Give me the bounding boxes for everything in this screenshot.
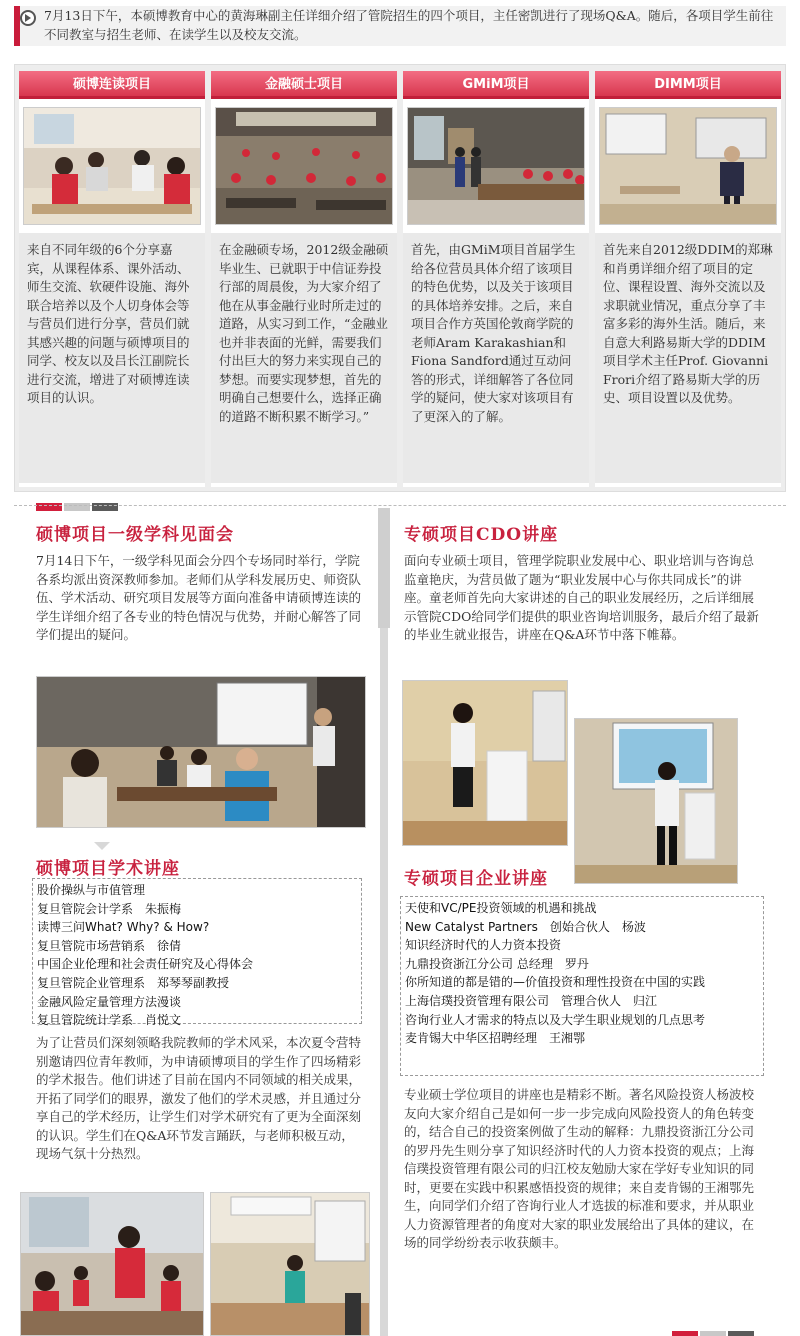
dashed-divider bbox=[14, 505, 786, 506]
talk-item: 你所知道的都是错的—价值投资和理性投资在中国的实践 bbox=[405, 975, 706, 990]
talk-item: 咨询行业人才需求的特点以及大学生职业规划的几点思考 bbox=[405, 1012, 706, 1027]
cdo-photo-right bbox=[574, 718, 738, 884]
talk-item: 九鼎投资浙江分公司 总经理 罗丹 bbox=[405, 956, 589, 971]
page-footer-tabs bbox=[672, 1326, 756, 1336]
intro-banner bbox=[0, 0, 800, 50]
play-circle-icon bbox=[20, 10, 36, 26]
section-divider-tabs bbox=[36, 496, 120, 504]
lecture-item: 复旦管院会计学系 朱振梅 bbox=[37, 901, 182, 916]
academic-lectures-text: 为了让营员们深刻领略我院教师的学术风采，本次夏令营特别邀请四位青年教师，为申请硕博项目的学生作了四场精彩的学术报告。他们讲述了目前在国内不同领域的相关成果，开拓了同学们的眼界，激发了他们的学术灵感，并且通过分享自己的学术经历，让学生们对学术研究有了更为全面深刻的认识。学生们在Q&A环节发言踊跃，与老师积极互动，现场气氛十分热烈。 bbox=[36, 1035, 362, 1161]
lecture-item: 复旦管院统计学系 肖悦文 bbox=[37, 1013, 182, 1028]
subject-meeting-text: 7月14日下午，一级学科见面会分四个专场同时举行，学院各系均派出资深教师参加。老师们从学科发展历史、师资队伍、学术活动、研究项目发展等方面向准备申请硕博连读的学生详细介绍了各专业的特色情况与优势，并耐心解答了同学们提出的疑问。 bbox=[36, 553, 362, 642]
section-title-corporate-lectures: 专硕项目企业讲座 bbox=[404, 869, 548, 889]
project-description: 在金融硕专场，2012级金融硕毕业生、已就职于中信证券投行部的周晨俊，为大家介绍了他在从事金融行业时所走过的道路，从实习到工作，“金融业也并非表面的光鲜，需要我们付出巨大的努力来实现自己的梦想。而要实现梦想，首先的明确自己想要什么，选择正确的道路不断积累不断学习。” bbox=[211, 233, 397, 483]
classroom-photo-2 bbox=[408, 108, 585, 225]
cdo-photo-left bbox=[402, 680, 568, 846]
lecture-item: 中国企业伦理和社会责任研究及心得体会 bbox=[37, 957, 254, 972]
projects-panel bbox=[14, 64, 786, 492]
lecture-item: 复旦管院企业管理系 郑琴琴副教授 bbox=[37, 975, 230, 990]
meeting-photo bbox=[36, 676, 366, 828]
project-photo bbox=[23, 107, 201, 225]
lecture-item: 股价操纵与市值管理 bbox=[37, 883, 146, 897]
project-photo bbox=[215, 107, 393, 225]
project-column bbox=[403, 71, 589, 487]
lecture-item: 读博三问What? Why? & How? bbox=[37, 920, 210, 935]
speaker-photo bbox=[600, 108, 777, 225]
classroom-photo-1 bbox=[24, 108, 201, 225]
lecture-list bbox=[32, 878, 362, 1028]
project-column bbox=[211, 71, 397, 487]
project-title: DIMM项目 bbox=[595, 71, 781, 99]
center-divider bbox=[380, 508, 388, 1336]
lecture-item: 金融风险定量管理方法漫谈 bbox=[37, 994, 182, 1009]
talk-item: 天使和VC/PE投资领域的机遇和挑战 bbox=[405, 901, 597, 915]
section-title-subject-meeting: 硕博项目一级学科见面会 bbox=[36, 525, 234, 545]
project-photo bbox=[407, 107, 585, 225]
section-title-cdo-lecture: 专硕项目CDO讲座 bbox=[404, 525, 559, 545]
lecture-hall-photo bbox=[216, 108, 393, 225]
project-column bbox=[19, 71, 205, 487]
talk-item: 上海信璞投资管理有限公司 管理合伙人 归江 bbox=[405, 993, 658, 1008]
section-marker bbox=[94, 842, 110, 850]
talk-item: New Catalyst Partners 创始合伙人 杨波 bbox=[405, 919, 646, 934]
intro-text: 7月13日下午，本硕博教育中心的黄海琳副主任详细介绍了管院招生的四个项目，主任密凯进行了现场Q&A。随后，各项目学生前往不同教室与招生老师、在读学生以及校友交流。 bbox=[44, 8, 774, 42]
project-title: 硕博连读项目 bbox=[19, 71, 205, 99]
cdo-lecture-text: 面向专业硕士项目，管理学院职业发展中心、职业培训与咨询总监童艳庆，为营员做了题为“职业发展中心与你共同成长”的讲座。童老师首先向大家讲述的自己的职业发展经历，之后详细展示管院CDO给同学们提供的职业咨询培训服务，最后介绍了最新的毕业生就业报告，讲座在Q&A环节中落下帷幕。 bbox=[404, 553, 759, 642]
lecture-photo-right bbox=[210, 1192, 370, 1336]
project-title: 金融硕士项目 bbox=[211, 71, 397, 99]
corporate-talk-list bbox=[400, 896, 764, 1076]
project-description: 首先，由GMiM项目首届学生给各位营员具体介绍了该项目的特色优势，以及关于该项目的具体培养安排。之后，来自项目合作方英国伦敦商学院的老师Aram Karakashian和Fiona Sandford通过互动问答的形式，详细解答了各位同学的疑问，使大家对该项目有了更深入的了解。 bbox=[403, 233, 589, 483]
section-title-academic-lectures: 硕博项目学术讲座 bbox=[36, 859, 180, 879]
project-title: GMiM项目 bbox=[403, 71, 589, 99]
project-column bbox=[595, 71, 781, 487]
corporate-lectures-text: 专业硕士学位项目的讲座也是精彩不断。著名风险投资人杨波校友向大家介绍自己是如何一步一步完成向风险投资人的角色转变的，结合自己的投资案例做了生动的解释：九鼎投资浙江分公司的罗丹先生则分享了知识经济时代的人力资本投资的观点；上海信璞投资管理有限公司的归江校友勉励大家在学好专业知识的同时，更要在实践中积累感悟投资的规律；来自麦肯锡的王湘鄂先生，向同学们介绍了咨询行业人才选拔的标准和要求，并从职业人力资源管理者的角度对大家的职业发展给出了具体的建议，在场的同学纷纷表示收获颇丰。 bbox=[404, 1087, 755, 1250]
lecture-photo-left bbox=[20, 1192, 204, 1336]
lecture-item: 复旦管院市场营销系 徐倩 bbox=[37, 938, 182, 953]
project-photo bbox=[599, 107, 777, 225]
talk-item: 麦肯锡大中华区招聘经理 王湘鄂 bbox=[405, 1031, 586, 1046]
talk-item: 知识经济时代的人力资本投资 bbox=[405, 938, 562, 953]
project-description: 首先来自2012级DDIM的郑琳和肖勇详细介绍了项目的定位、课程设置、海外交流以及求职就业情况，重点分享了丰富多彩的海外生活。随后，来自意大利路易斯大学的DDIM项目学术主任Prof. Giovanni Frori介绍了路易斯大学的历史、项目设置以及优势。 bbox=[595, 233, 781, 483]
project-description: 来自不同年级的6个分享嘉宾，从课程体系、课外活动、师生交流、软硬件设施、海外联合培养以及个人切身体会等与营员们进行分享，营员们就其感兴趣的问题与硕博项目的同学、校友以及吕长江副院长进行交流，增进了对硕博连读项目的认识。 bbox=[19, 233, 205, 483]
